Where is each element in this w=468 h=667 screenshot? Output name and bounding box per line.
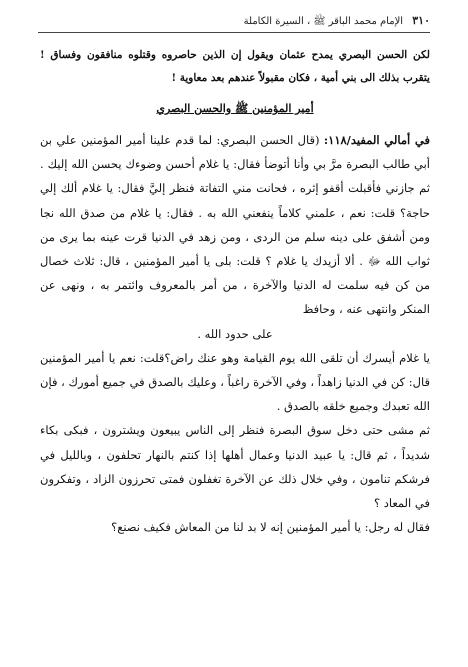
paragraph-4: فقال له رجل: يا أمير المؤمنين إنه لا بد لنا من المعاش فكيف نصنع؟ (111, 520, 430, 535)
intro-paragraph: لكن الحسن البصري يمدح عثمان ويقول إن الذين حاصروه وقتلوه منافقون وفساق ! يتقرب بذلك الى بني أمية ، فكان مقبولاً عندهم بعد معاوية ! (40, 49, 430, 84)
page-body (40, 44, 430, 539)
paragraph-1-end: على حدود الله . (197, 326, 273, 341)
running-title: الإمام محمد الباقر ﷺ ، السيرة الكاملة (243, 16, 404, 27)
page-number: ٣١٠ (412, 14, 430, 27)
section-heading (40, 102, 430, 118)
paragraph-3: ثم مشى حتى دخل سوق البصرة فنظر إلى الناس يبيعون ويشترون ، فبكى بكاء شديداً ، ثم قال: يا عبيد الدنيا وعمال أهلها إذا كنتم بالنهار تحلفون ، وبالليل في فرشكم تنامون ، وفي خلال ذلك عن الآخرة تغفلون فمتى تحرزون الزاد ، وتفكرون في المعاد ؟ (40, 423, 430, 511)
source-citation: في أمالي المفيد/١١٨: (323, 133, 430, 147)
running-header (38, 14, 430, 29)
section-heading-text: أمير المؤمنين ﷺ والحسن البصري (156, 102, 314, 115)
paragraph-1 (40, 128, 430, 322)
paragraph-1-text: (قال الحسن البصري: لما قدم علينا أمير المؤمنين علي بن أبي طالب البصرة مرَّ بي وأنا أتوضأ فقال: يا غلام أحسن وضوءك يحسن الله إليك . ثم جازني فأقبلت أقفو إثره ، فحانت مني التفاتة فنظر إليَّ فقال: يا غلام ألك إلي حاجة؟ قلت: نعم ، علمني كلاماً ينفعني الله به . فقال: يا غلام من صدق الله نجا ومن أشفق على دينه سلم من الردى ، ومن زهد في الدنيا قرت عينه بما يرى من ثواب الله ﷻ . ألا أزيدك يا غلام ؟ قلت: بلى يا أمير المؤمنين ، قال: ثلاث خصال من كن فيه سلمت له الدنيا والآخرة ، من أمر بالمعروف وائتمر به ، ونهى عن المنكر وانتهى عنه ، وحافظ (40, 133, 430, 317)
paragraph-2: يا غلام أيسرك أن تلقى الله يوم القيامة وهو عنك راض؟قلت: نعم يا أمير المؤمنين قال: كن في الدنيا زاهداً ، وفي الآخرة راغباً ، وعليك بالصدق في جميع أمورك ، فإن الله تعبدك وجميع خلقه بالصدق . (40, 350, 430, 414)
header-rule (38, 32, 430, 33)
